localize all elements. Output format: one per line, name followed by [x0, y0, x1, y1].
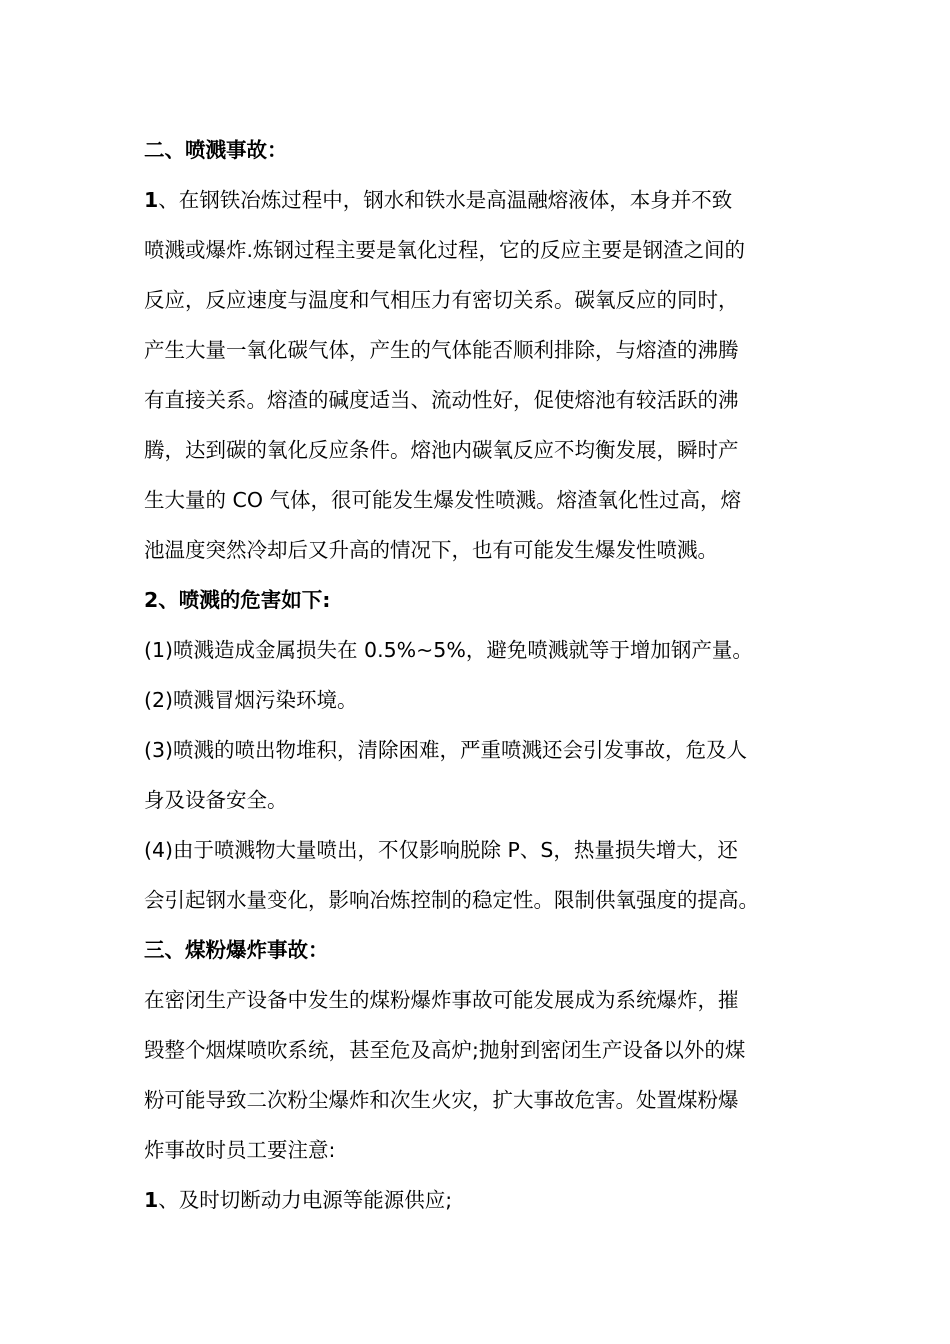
- text-line: 粉可能导致二次粉尘爆炸和次生火灾，扩大事故危害。处置煤粉爆: [144, 1088, 739, 1112]
- text-line: 毁整个烟煤喷吹系统，甚至危及高炉;抛射到密闭生产设备以外的煤: [144, 1038, 746, 1062]
- text-line: 反应，反应速度与温度和气相压力有密切关系。碳氧反应的同时，: [144, 288, 739, 312]
- list-number: 1: [144, 1188, 159, 1212]
- text-line: 生大量的 CO 气体，很可能发生爆发性喷溅。熔渣氧化性过高，熔: [144, 488, 741, 512]
- text-line: (3)喷溅的喷出物堆积，清除困难，严重喷溅还会引发事故，危及人: [144, 738, 748, 762]
- section-heading: 二、喷溅事故：: [144, 138, 288, 162]
- text-line: [144, 175, 808, 225]
- text-line: 在密闭生产设备中发生的煤粉爆炸事故可能发展成为系统爆炸，摧: [144, 988, 739, 1012]
- text-line: [144, 1175, 808, 1225]
- line-text: 、及时切断动力电源等能源供应;: [158, 1188, 453, 1212]
- text-line: 有直接关系。熔渣的碱度适当、流动性好，促使熔池有较活跃的沸: [144, 388, 739, 412]
- text-line: 腾，达到碳的氧化反应条件。熔池内碳氧反应不均衡发展，瞬时产: [144, 438, 739, 462]
- text-line: (1)喷溅造成金属损失在 0.5%~5%，避免喷溅就等于增加钢产量。: [144, 638, 753, 662]
- text-line: (4)由于喷溅物大量喷出，不仅影响脱除 P、S，热量损失增大，还: [144, 838, 738, 862]
- text-line: 会引起钢水量变化，影响冶炼控制的稳定性。限制供氧强度的提高。: [144, 888, 759, 912]
- document-body: [144, 125, 808, 1225]
- section-heading: 三、煤粉爆炸事故：: [144, 938, 329, 962]
- section-heading: 2、喷溅的危害如下:: [144, 588, 331, 612]
- text-line: (2)喷溅冒烟污染环境。: [144, 688, 358, 712]
- list-number: 1: [144, 188, 159, 212]
- line-text: 、在钢铁冶炼过程中，钢水和铁水是高温融熔液体，本身并不致: [158, 188, 733, 212]
- text-line: 炸事故时员工要注意:: [144, 1138, 336, 1162]
- text-line: 身及设备安全。: [144, 788, 288, 812]
- text-line: 池温度突然冷却后又升高的情况下，也有可能发生爆发性喷溅。: [144, 538, 718, 562]
- text-line: 喷溅或爆炸.炼钢过程主要是氧化过程，它的反应主要是钢渣之间的: [144, 238, 746, 262]
- text-line: 产生大量一氧化碳气体，产生的气体能否顺利排除，与熔渣的沸腾: [144, 338, 739, 362]
